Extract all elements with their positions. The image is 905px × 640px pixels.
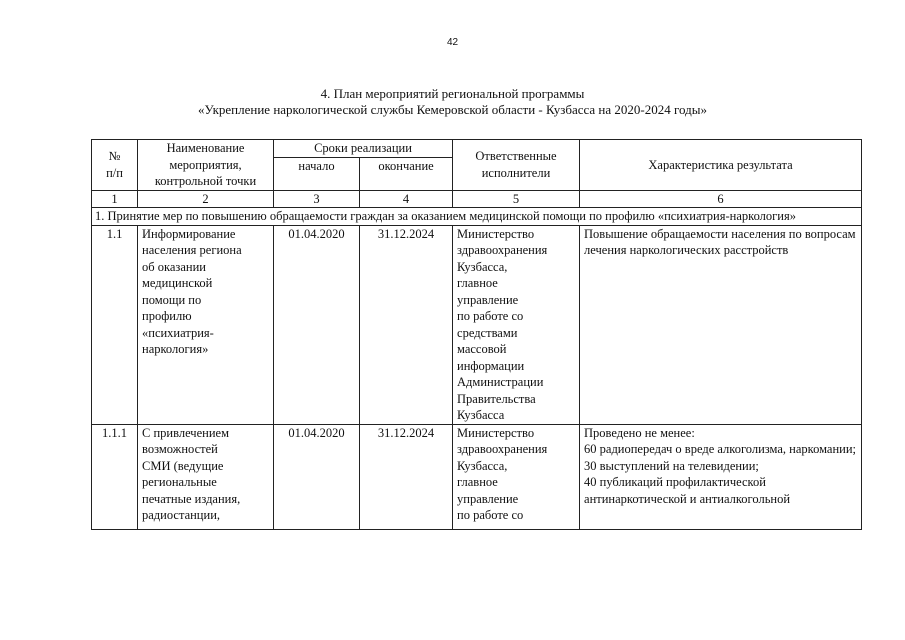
index-cell: 4 bbox=[360, 190, 453, 208]
row-num-text: 1.1.1 bbox=[102, 425, 127, 440]
index-cell: 1 bbox=[92, 190, 138, 208]
index-cell: 3 bbox=[274, 190, 360, 208]
row-name: Информирование населения региона об оказании медицинской помощи по профилю «психиатрия- наркология» bbox=[138, 225, 274, 424]
row-end bbox=[360, 424, 453, 529]
row-start: 01.04.2020 bbox=[274, 225, 360, 424]
table-row bbox=[92, 424, 862, 529]
document-title bbox=[0, 86, 905, 118]
row-start bbox=[274, 424, 360, 529]
title-line-2: «Укрепление наркологической службы Кемеровской области - Кузбасса на 2020-2024 годы» bbox=[198, 102, 707, 117]
row-responsible-text: Министерство здравоохранения Кузбасса, главное управление по работе со bbox=[457, 425, 548, 522]
index-row bbox=[92, 190, 862, 208]
header-name: Наименование мероприятия, контрольной точки bbox=[138, 140, 274, 191]
action-plan-table bbox=[91, 139, 862, 530]
row-result bbox=[580, 424, 862, 529]
row-responsible bbox=[453, 424, 580, 529]
row-end: 31.12.2024 bbox=[360, 225, 453, 424]
row-num bbox=[92, 424, 138, 529]
table-row bbox=[92, 225, 862, 424]
section-row bbox=[92, 208, 862, 226]
header-row bbox=[92, 140, 862, 158]
row-name bbox=[138, 424, 274, 529]
index-cell: 2 bbox=[138, 190, 274, 208]
row-result: Повышение обращаемости населения по вопросам лечения наркологических расстройств bbox=[580, 225, 862, 424]
page-number: 42 bbox=[446, 37, 459, 48]
header-num: № п/п bbox=[92, 140, 138, 191]
row-name-text: С привлечением возможностей СМИ (ведущие региональные печатные издания, радиостанции, bbox=[142, 425, 241, 522]
row-responsible: Министерство здравоохранения Кузбасса, главное управление по работе со средствами массовой информации Администрации Правительства Кузбасса bbox=[453, 225, 580, 424]
header-responsible: Ответственные исполнители bbox=[453, 140, 580, 191]
row-end-text: 31.12.2024 bbox=[377, 425, 435, 440]
row-num: 1.1 bbox=[92, 225, 138, 424]
index-cell: 6 bbox=[580, 190, 862, 208]
row-start-text: 01.04.2020 bbox=[288, 425, 345, 440]
title-line-1: 4. План мероприятий региональной программы bbox=[320, 86, 585, 101]
index-cell: 5 bbox=[453, 190, 580, 208]
row-result-text: Проведено не менее: 60 радиопередач о вреде алкоголизма, наркомании; 30 выступлений на телевидении; 40 публикаций профилактической антинаркотической и антиалкогольной bbox=[584, 425, 857, 506]
header-end: окончание bbox=[360, 157, 453, 190]
header-result: Характеристика результата bbox=[580, 140, 862, 191]
header-start: начало bbox=[274, 157, 360, 190]
header-terms: Сроки реализации bbox=[274, 140, 453, 158]
section-1-title: 1. Принятие мер по повышению обращаемости граждан за оказанием медицинской помощи по профилю «психиатрия-наркология» bbox=[92, 208, 862, 226]
